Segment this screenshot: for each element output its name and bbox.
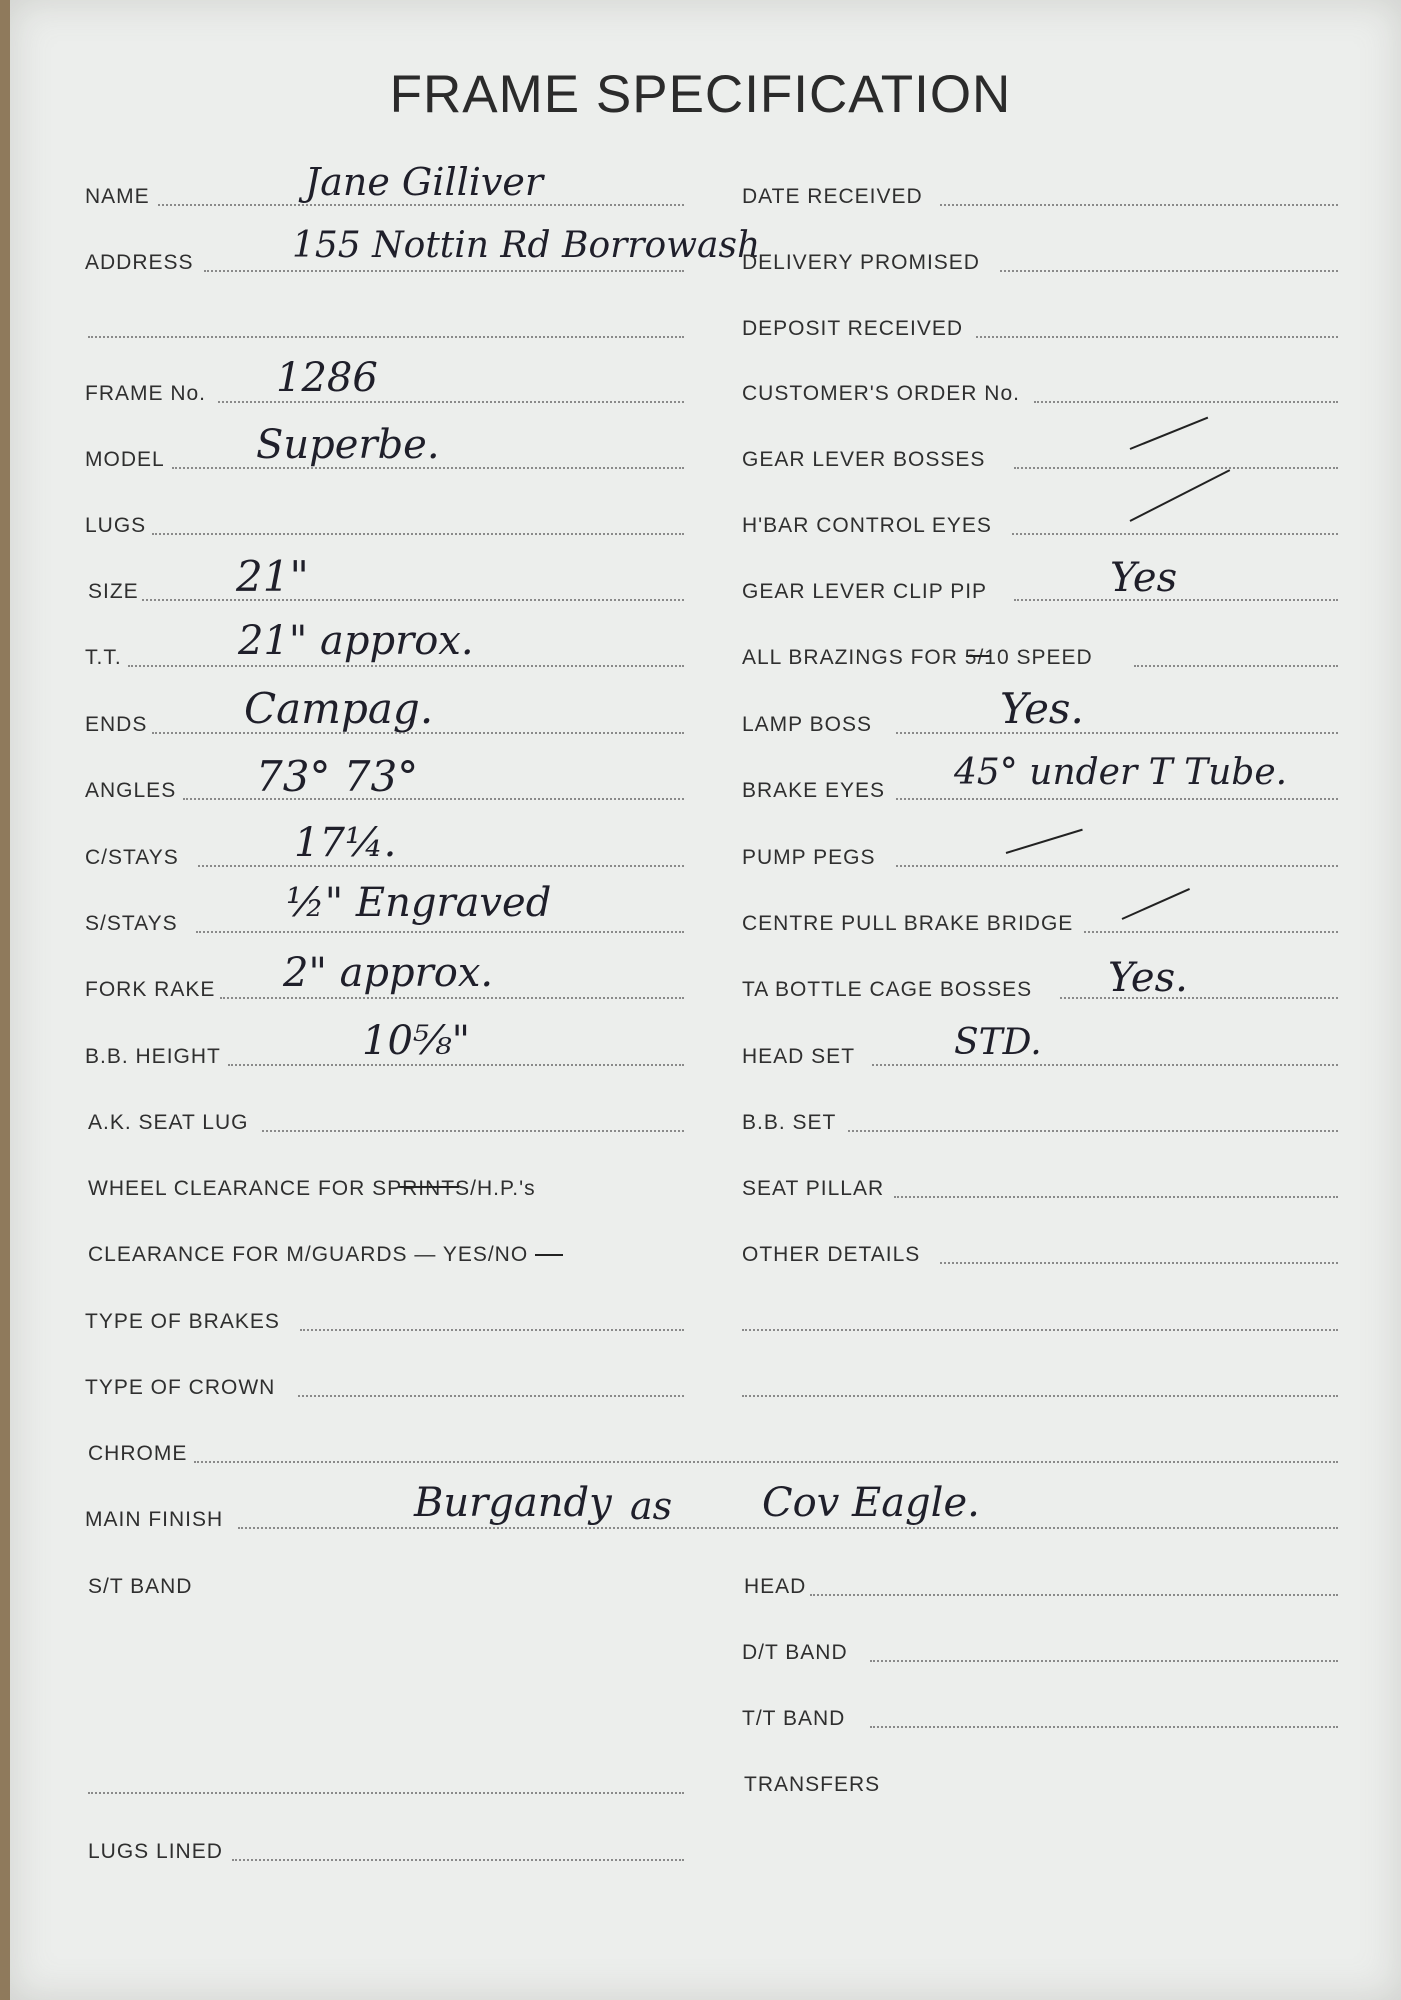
- frame-no-label: FRAME No.: [85, 382, 207, 405]
- name-line[interactable]: [158, 204, 684, 206]
- other-details-line-3[interactable]: [742, 1395, 1338, 1397]
- deposit-received-line[interactable]: [976, 336, 1338, 338]
- bb-height-line[interactable]: [228, 1064, 684, 1066]
- ak-seat-lug-label: A.K. SEAT LUG: [88, 1111, 249, 1134]
- pump-pegs-line[interactable]: [896, 865, 1338, 867]
- s-stays-label: S/STAYS: [85, 912, 178, 935]
- address-line[interactable]: [204, 270, 684, 272]
- seat-pillar-label: SEAT PILLAR: [742, 1177, 885, 1200]
- lamp-boss-line[interactable]: [896, 732, 1338, 734]
- type-of-brakes-line[interactable]: [300, 1329, 684, 1331]
- bb-height-value: 10⅝": [362, 1018, 471, 1064]
- address-label: ADDRESS: [85, 251, 194, 274]
- main-finish-value-2: as: [630, 1484, 673, 1528]
- c-stays-value: 17¼.: [294, 820, 397, 866]
- brake-eyes-label: BRAKE EYES: [742, 779, 886, 802]
- type-of-crown-label: TYPE OF CROWN: [85, 1376, 276, 1399]
- wheel-clearance-label: WHEEL CLEARANCE FOR SPRINTS/H.P.'s: [88, 1177, 536, 1200]
- date-received-label: DATE RECEIVED: [742, 185, 923, 208]
- tt-label: T.T.: [85, 646, 122, 669]
- delivery-promised-line[interactable]: [1000, 270, 1338, 272]
- customers-order-no-line[interactable]: [1034, 401, 1338, 403]
- all-brazings-label: ALL BRAZINGS FOR 5/10 SPEED: [742, 646, 1093, 669]
- ta-bottle-label: TA BOTTLE CAGE BOSSES: [742, 978, 1033, 1001]
- name-value: Jane Gilliver: [305, 160, 544, 204]
- pump-pegs-label: PUMP PEGS: [742, 846, 876, 869]
- size-line[interactable]: [142, 599, 684, 601]
- customers-order-no-label: CUSTOMER'S ORDER No.: [742, 382, 1020, 405]
- tt-band-label: T/T BAND: [742, 1707, 846, 1730]
- clearance-mguards-label: CLEARANCE FOR M/GUARDS — YES/NO: [88, 1243, 529, 1266]
- s-stays-value: ½" Engraved: [286, 880, 552, 926]
- other-details-label: OTHER DETAILS: [742, 1243, 921, 1266]
- head-line[interactable]: [810, 1594, 1338, 1596]
- angles-label: ANGLES: [85, 779, 177, 802]
- s-stays-line[interactable]: [196, 931, 684, 933]
- tt-value: 21" approx.: [238, 618, 474, 664]
- frame-no-value: 1286: [276, 355, 378, 401]
- lugs-lined-label: LUGS LINED: [88, 1840, 223, 1863]
- lugs-lined-line[interactable]: [232, 1859, 684, 1861]
- tt-line[interactable]: [128, 665, 684, 667]
- lugs-line[interactable]: [152, 533, 684, 535]
- type-of-brakes-label: TYPE OF BRAKES: [85, 1310, 280, 1333]
- fork-rake-line[interactable]: [220, 997, 684, 999]
- gear-lever-clip-pip-label: GEAR LEVER CLIP PIP: [742, 580, 988, 603]
- dt-band-label: D/T BAND: [742, 1641, 848, 1664]
- gear-lever-clip-pip-value: Yes: [1110, 555, 1178, 601]
- form-sheet: [10, 0, 1401, 2000]
- centre-pull-label: CENTRE PULL BRAKE BRIDGE: [742, 912, 1074, 935]
- model-label: MODEL: [85, 448, 165, 471]
- head-set-value: STD.: [954, 1022, 1042, 1063]
- main-finish-label: MAIN FINISH: [85, 1508, 224, 1531]
- hbar-control-eyes-label: H'BAR CONTROL EYES: [742, 514, 992, 537]
- lamp-boss-value: Yes.: [1000, 684, 1084, 733]
- transfers-label: TRANSFERS: [744, 1773, 881, 1796]
- main-finish-value-3: Cov Eagle.: [762, 1480, 980, 1526]
- model-value: Superbe.: [256, 422, 440, 468]
- head-label: HEAD: [744, 1575, 807, 1598]
- deposit-received-label: DEPOSIT RECEIVED: [742, 317, 963, 340]
- centre-pull-line[interactable]: [1084, 931, 1338, 933]
- size-label: SIZE: [88, 580, 139, 603]
- address-line-2[interactable]: [88, 336, 684, 338]
- angles-value: 73° 73°: [256, 752, 419, 801]
- c-stays-line[interactable]: [198, 865, 684, 867]
- other-details-line[interactable]: [940, 1262, 1338, 1264]
- delivery-promised-label: DELIVERY PROMISED: [742, 251, 980, 274]
- ak-seat-lug-line[interactable]: [262, 1130, 684, 1132]
- ta-bottle-line[interactable]: [1060, 997, 1338, 999]
- bb-set-label: B.B. SET: [742, 1111, 837, 1134]
- ends-label: ENDS: [85, 713, 148, 736]
- other-details-line-2[interactable]: [742, 1329, 1338, 1331]
- frame-no-line[interactable]: [218, 401, 684, 403]
- chrome-line[interactable]: [194, 1461, 1338, 1463]
- seat-pillar-line[interactable]: [894, 1196, 1338, 1198]
- five-strikethrough: [968, 655, 990, 657]
- all-brazings-line[interactable]: [1134, 665, 1338, 667]
- brake-eyes-line[interactable]: [896, 798, 1338, 800]
- dt-band-line[interactable]: [870, 1660, 1338, 1662]
- st-band-label: S/T BAND: [88, 1575, 193, 1598]
- no-strikethrough: [535, 1254, 563, 1256]
- address-value: 155 Nottin Rd Borrowash: [292, 225, 761, 266]
- name-label: NAME: [85, 185, 150, 208]
- fork-rake-value: 2" approx.: [283, 950, 494, 996]
- bb-height-label: B.B. HEIGHT: [85, 1045, 221, 1068]
- brake-eyes-value: 45° under T Tube.: [954, 752, 1288, 793]
- sprints-strikethrough: [399, 1186, 459, 1188]
- chrome-label: CHROME: [88, 1442, 188, 1465]
- ends-value: Campag.: [244, 684, 434, 733]
- size-value: 21": [236, 552, 309, 601]
- hbar-control-eyes-line[interactable]: [1012, 533, 1338, 535]
- gear-lever-bosses-label: GEAR LEVER BOSSES: [742, 448, 986, 471]
- bb-set-line[interactable]: [848, 1130, 1338, 1132]
- st-band-line[interactable]: [88, 1792, 684, 1794]
- form-title: FRAME SPECIFICATION: [389, 65, 1012, 124]
- tt-band-line[interactable]: [870, 1726, 1338, 1728]
- lamp-boss-label: LAMP BOSS: [742, 713, 872, 736]
- ta-bottle-value: Yes.: [1108, 955, 1188, 1001]
- head-set-line[interactable]: [872, 1064, 1338, 1066]
- gear-lever-bosses-line[interactable]: [1014, 467, 1338, 469]
- type-of-crown-line[interactable]: [298, 1395, 684, 1397]
- head-set-label: HEAD SET: [742, 1045, 856, 1068]
- date-received-line[interactable]: [940, 204, 1338, 206]
- lugs-label: LUGS: [85, 514, 147, 537]
- c-stays-label: C/STAYS: [85, 846, 179, 869]
- main-finish-value-1: Burgandy: [414, 1480, 612, 1526]
- main-finish-line[interactable]: [238, 1527, 1338, 1529]
- fork-rake-label: FORK RAKE: [85, 978, 216, 1001]
